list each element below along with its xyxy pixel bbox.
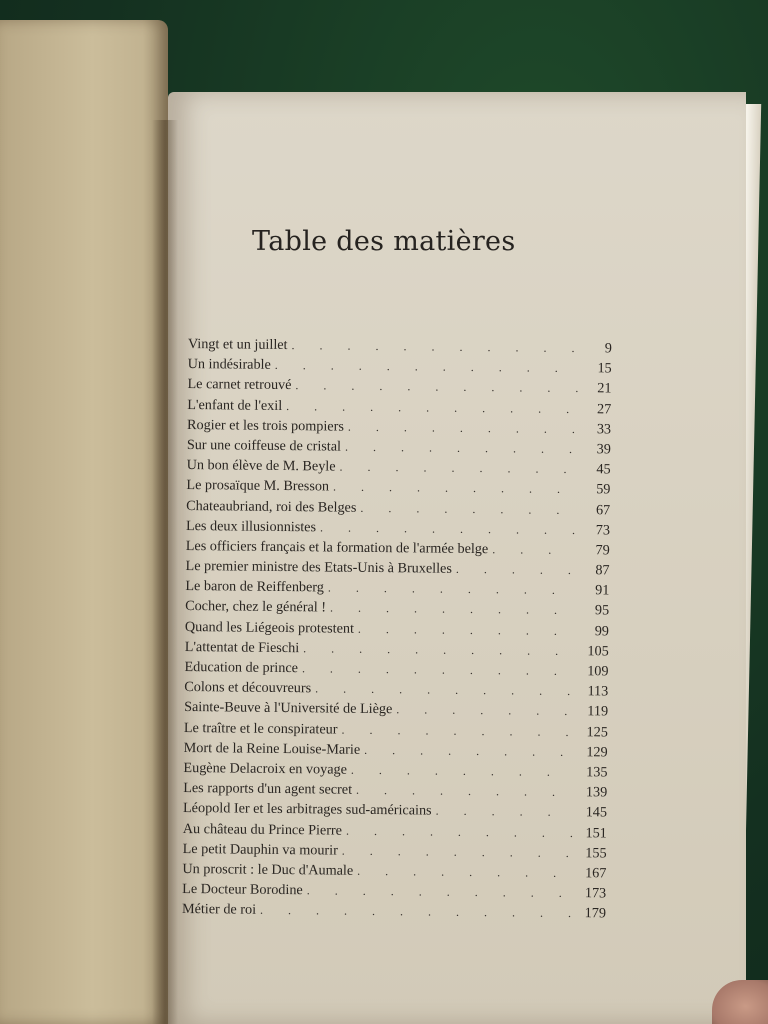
toc-leader-dots: [275, 358, 578, 376]
book-gutter: [152, 120, 178, 1024]
toc-entry-page: 87: [595, 562, 610, 579]
toc-entry-page: 21: [597, 380, 612, 397]
toc-entry-title: Un indésirable: [187, 356, 271, 374]
toc-entry-page: 135: [586, 764, 608, 781]
toc-entry-page: 33: [596, 421, 612, 438]
toc-leader-dots: [307, 883, 573, 901]
toc-leader-dots: [291, 338, 578, 356]
toc-leader-dots: [333, 480, 577, 498]
toc-entry-title: Un bon élève de M. Beyle: [186, 457, 336, 475]
toc-entry-page: 139: [585, 784, 608, 801]
toc-leader-dots: [342, 843, 573, 860]
toc-entry-title: Le prosaïque M. Bresson: [186, 477, 330, 495]
toc-entry-page: 155: [585, 844, 607, 862]
toc-entry-page: 91: [595, 582, 610, 599]
toc-leader-dots: [339, 460, 576, 477]
toc-entry-title: Chateaubriand, roi des Belges: [186, 497, 357, 516]
toc-entry-title: Vingt et un juillet: [187, 336, 288, 354]
toc-leader-dots: [360, 500, 576, 517]
toc-entry-page: 119: [587, 703, 609, 720]
toc-entry-page: 73: [595, 521, 611, 539]
page-title: Table des matières: [252, 226, 516, 257]
toc-entry-page: 167: [585, 865, 607, 882]
toc-entry-page: 105: [587, 643, 609, 660]
toc-entry-page: 125: [586, 723, 608, 740]
table-of-contents: [182, 336, 612, 926]
toc-entry-title: Métier de roi: [181, 901, 257, 918]
toc-entry-title: Les officiers français et la formation de l'armée belge: [185, 537, 489, 558]
toc-leader-dots: [328, 581, 576, 599]
toc-entry-title: Le carnet retrouvé: [187, 376, 292, 394]
toc-entry-title: Les rapports d'un agent secret: [183, 780, 353, 798]
toc-leader-dots: [356, 783, 573, 800]
toc-entry-page: 109: [587, 663, 609, 680]
toc-leader-dots: [357, 864, 572, 881]
toc-leader-dots: [396, 703, 574, 720]
toc-entry-title: Les deux illusionnistes: [185, 517, 317, 536]
toc-entry-title: Cocher, chez le général !: [185, 598, 327, 616]
toc-entry-title: Eugène Delacroix en voyage: [183, 759, 348, 778]
toc-leader-dots: [492, 542, 576, 558]
toc-entry-title: Le Docteur Borodine: [182, 881, 303, 899]
toc-entry-title: Au château du Prince Pierre: [182, 820, 343, 839]
toc-entry-title: Un proscrit : le Duc d'Aumale: [182, 860, 354, 879]
toc-entry-page: 79: [595, 542, 610, 559]
toc-entry-page: 15: [597, 360, 612, 377]
toc-entry-page: 145: [585, 804, 608, 821]
toc-entry-page: 179: [584, 905, 607, 922]
toc-entry-page: 45: [596, 461, 611, 478]
toc-leader-dots: [436, 804, 574, 820]
toc-entry-page: 59: [596, 481, 611, 498]
toc-leader-dots: [345, 440, 577, 457]
toc-leader-dots: [302, 661, 575, 679]
toc-leader-dots: [358, 621, 575, 638]
toc-entry-title: Rogier et les trois pompiers: [186, 416, 344, 435]
toc-leader-dots: [348, 419, 577, 436]
toc-entry-title: Sainte-Beuve à l'Université de Liège: [184, 699, 393, 718]
toc-leader-dots: [346, 823, 573, 840]
toc-entry-page: 151: [585, 824, 607, 841]
toc-leader-dots: [315, 682, 574, 700]
toc-entry-page: 173: [584, 885, 607, 902]
toc-leader-dots: [330, 601, 575, 619]
toc-entry-title: L'enfant de l'exil: [187, 396, 283, 414]
toc-leader-dots: [303, 641, 575, 659]
toc-entry-title: Education de prince: [184, 658, 299, 677]
toc-leader-dots: [286, 399, 577, 417]
toc-entry-page: 99: [594, 622, 610, 640]
toc-entry-title: Quand les Liégeois protestent: [184, 618, 355, 637]
toc-leader-dots: [351, 763, 574, 780]
toc-entry-title: Le traître et le conspirateur: [183, 719, 338, 738]
toc-entry-page: 95: [594, 602, 610, 619]
toc-entry-title: Colons et découvreurs: [184, 679, 312, 697]
toc-entry-page: 39: [596, 441, 611, 458]
toc-entry-title: Mort de la Reine Louise-Marie: [183, 739, 361, 758]
toc-leader-dots: [260, 903, 572, 921]
toc-entry-page: 27: [596, 400, 612, 417]
toc-leader-dots: [320, 520, 576, 538]
toc-entry-title: Léopold Ier et les arbitrages sud-américains: [182, 800, 432, 819]
toc-entry-title: Le premier ministre des Etats-Unis à Bruxelles: [185, 558, 453, 577]
toc-entry-title: Le baron de Reiffenberg: [185, 578, 325, 596]
left-page: [0, 20, 168, 1024]
toc-leader-dots: [364, 743, 574, 760]
toc-entry-page: 67: [595, 501, 611, 518]
toc-entry-title: L'attentat de Fieschi: [184, 638, 300, 656]
toc-leader-dots: [295, 379, 577, 397]
toc-leader-dots: [456, 562, 576, 578]
toc-entry-title: Le petit Dauphin va mourir: [182, 840, 338, 859]
toc-entry-page: 9: [604, 340, 612, 357]
toc-entry-title: Sur une coiffeuse de cristal: [186, 436, 342, 455]
toc-leader-dots: [341, 722, 574, 739]
toc-entry-page: 129: [586, 743, 608, 761]
toc-entry-page: 113: [587, 683, 609, 700]
